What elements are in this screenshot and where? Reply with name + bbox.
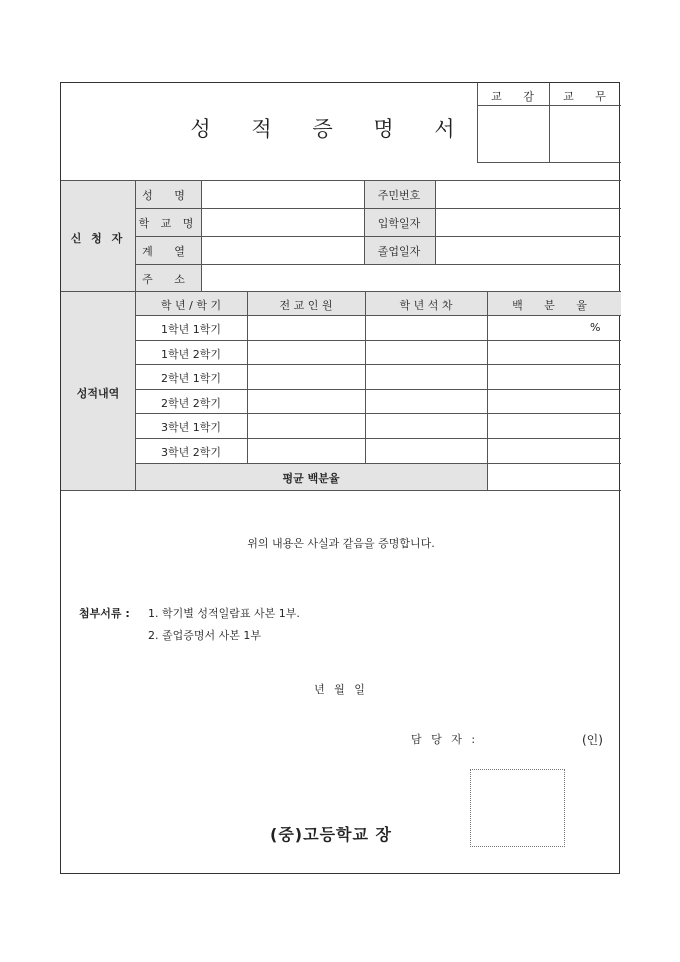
official-seal-box bbox=[470, 769, 565, 847]
officer-label: 담 당 자 : bbox=[411, 733, 479, 746]
grades-row-line-4 bbox=[135, 413, 621, 414]
field-label-name: 성 명 bbox=[142, 189, 194, 202]
admission-date-field[interactable] bbox=[436, 209, 620, 236]
section-label-divider bbox=[135, 180, 136, 490]
field-label-graduation-date: 졸업일자 bbox=[377, 245, 421, 258]
row-label-1-2: 1학년 2학기 bbox=[161, 348, 221, 361]
certification-statement: 위의 내용은 사실과 같음을 증명합니다. bbox=[247, 537, 435, 550]
attachments-label: 첨부서류 : bbox=[79, 607, 130, 620]
grades-row-line-5 bbox=[135, 438, 621, 439]
seal-mark: (인) bbox=[582, 733, 603, 747]
grades-row-line-1 bbox=[135, 340, 621, 341]
average-percentile-label: 평균 백분율 bbox=[282, 472, 340, 485]
approval-box-divider bbox=[549, 83, 550, 163]
grades-header-line bbox=[135, 315, 621, 316]
principal-signature: (중)고등학교 장 bbox=[270, 825, 392, 844]
field-label-school-name: 학 교 명 bbox=[138, 217, 198, 230]
certificate-form bbox=[60, 82, 620, 874]
percent-unit: % bbox=[590, 321, 601, 334]
average-percentile-field[interactable] bbox=[488, 464, 620, 490]
row-label-3-2: 3학년 2학기 bbox=[161, 446, 221, 459]
grades-section-label: 성적내역 bbox=[76, 387, 120, 400]
issue-date-label: 년 월 일 bbox=[314, 683, 368, 696]
grades-row-line-3 bbox=[135, 389, 621, 390]
field-label-resident-number: 주민번호 bbox=[377, 189, 421, 202]
name-field[interactable] bbox=[202, 181, 364, 208]
resident-number-field[interactable] bbox=[436, 181, 620, 208]
column-header-class-rank: 학 년 석 차 bbox=[399, 299, 453, 312]
grades-column-divider-3 bbox=[487, 291, 488, 490]
column-header-total-students: 전 교 인 원 bbox=[279, 299, 333, 312]
field-label-track: 계 열 bbox=[142, 245, 194, 258]
approval-vice-principal-label: 교 감 bbox=[491, 90, 543, 103]
applicant-middle-divider bbox=[364, 180, 365, 265]
grades-row-line-2 bbox=[135, 364, 621, 365]
attachment-item-2: 2. 졸업증명서 사본 1부 bbox=[148, 629, 261, 642]
column-header-grade-semester: 학 년 / 학 기 bbox=[160, 299, 222, 312]
track-field[interactable] bbox=[202, 237, 364, 264]
row-label-2-2: 2학년 2학기 bbox=[161, 397, 221, 410]
field-label-address: 주 소 bbox=[142, 273, 194, 286]
page-title: 성 적 증 명 서 bbox=[190, 117, 472, 141]
approval-box-header-line bbox=[477, 105, 621, 106]
approval-academic-affairs-label: 교 무 bbox=[563, 90, 615, 103]
approval-box-bottom-line bbox=[477, 162, 621, 163]
row-label-1-1: 1학년 1학기 bbox=[161, 323, 221, 336]
school-name-field[interactable] bbox=[202, 209, 364, 236]
address-field[interactable] bbox=[202, 265, 620, 291]
row-label-3-1: 3학년 1학기 bbox=[161, 421, 221, 434]
row-label-2-1: 2학년 1학기 bbox=[161, 372, 221, 385]
field-label-admission-date: 입학일자 bbox=[377, 217, 421, 230]
applicant-section-label: 신 청 자 bbox=[70, 232, 126, 245]
graduation-date-field[interactable] bbox=[436, 237, 620, 264]
grades-bottom-line bbox=[61, 490, 621, 491]
approval-box-left-border bbox=[477, 83, 478, 163]
column-header-percentile: 백 분 율 bbox=[512, 299, 596, 312]
attachment-item-1: 1. 학기별 성적일람표 사본 1부. bbox=[148, 607, 300, 620]
